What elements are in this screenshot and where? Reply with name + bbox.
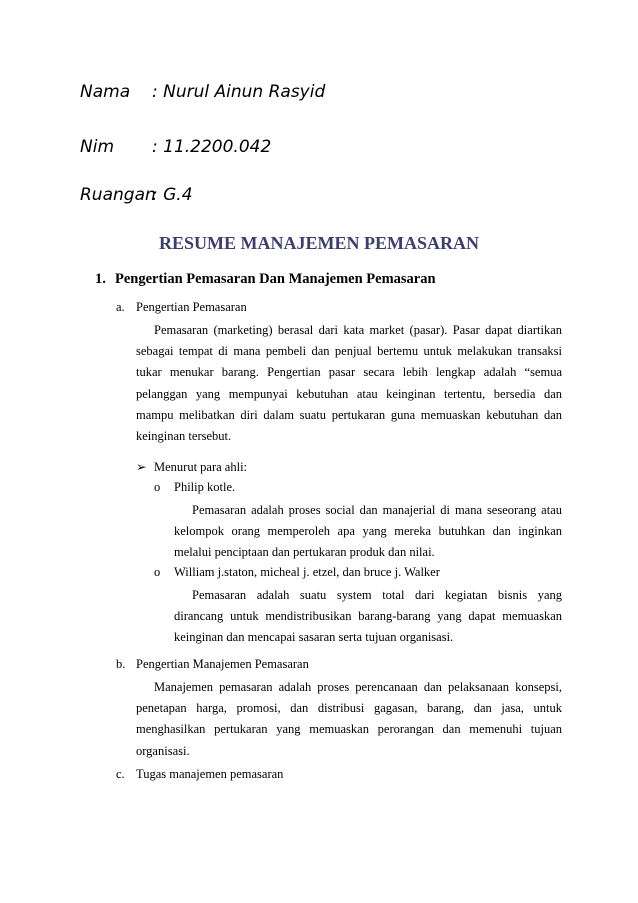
room-row	[80, 185, 193, 205]
document-title: RESUME MANAJEMEN PEMASARAN	[159, 233, 479, 253]
experts-bullet	[136, 459, 247, 475]
subsection-b-title: Pengertian Manajemen Pemasaran	[136, 657, 309, 671]
paragraph-line: keinginan tersebut.	[136, 429, 232, 444]
expert-item	[154, 565, 440, 580]
paragraph-line: menghasilkan pertukaran yang memuaskan perorangan dan memenuhi tujuan	[136, 722, 562, 737]
room-value: : G.4	[152, 185, 193, 205]
name-label: Nama	[80, 82, 131, 102]
experts-bullet-text: Menurut para ahli:	[154, 460, 248, 474]
section-number: 1.	[95, 271, 106, 287]
circle-bullet-icon: o	[154, 480, 161, 494]
paragraph-line: Pemasaran (marketing) berasal dari kata market (pasar). Pasar dapat diartikan	[154, 323, 562, 337]
subsection-b-heading	[116, 657, 309, 672]
paragraph-line: pelanggan yang mempunyai kebutuhan atau keinginan tertentu, bersedia dan	[136, 386, 562, 401]
paragraph-line: keinginan dan mencapai sasaran serta tujuan organisasi.	[174, 630, 454, 645]
paragraph-line: kelompok orang memperoleh apa yang mereka butuhkan dan inginkan	[174, 524, 562, 539]
room-label: Ruangan	[80, 185, 156, 205]
subsection-b-marker: b.	[116, 657, 126, 671]
paragraph-line: dirancang untuk mendistribusikan barang-barang yang dapat memuaskan	[174, 609, 562, 624]
paragraph-line: Manajemen pemasaran adalah proses perencanaan dan pelaksanaan konsepsi,	[154, 680, 562, 694]
name-row	[80, 82, 326, 102]
paragraph-line: organisasi.	[136, 743, 190, 758]
paragraph-line: mampu melibatkan diri dalam suatu pertukaran guna memuaskan kebutuhan dan	[136, 407, 562, 422]
arrow-bullet-icon: ➢	[136, 460, 147, 474]
expert-paragraph	[174, 500, 562, 564]
expert-paragraph	[174, 585, 562, 649]
nim-value: : 11.2200.042	[152, 137, 272, 157]
paragraph-line: sebagai tempat di mana pembeli dan penjual bertemu untuk melakukan transaksi	[136, 344, 562, 359]
subsection-c-heading	[116, 767, 283, 782]
subsection-a-marker: a.	[116, 300, 125, 314]
nim-row	[80, 137, 272, 157]
paragraph-line: penetapan harga, promosi, dan distribusi gagasan, barang, dan jasa, untuk	[136, 701, 562, 716]
expert-name: Philip kotle.	[174, 480, 236, 494]
section-heading	[95, 271, 436, 288]
subsection-b-paragraph	[136, 677, 562, 762]
subsection-a-paragraph	[136, 320, 562, 447]
subsection-a-title: Pengertian Pemasaran	[136, 300, 247, 314]
nim-label: Nim	[80, 137, 114, 157]
subsection-c-marker: c.	[116, 767, 125, 781]
paragraph-line: melalui penciptaan dan pertukaran produk dan nilai.	[174, 545, 435, 560]
section-heading-text: Pengertian Pemasaran Dan Manajemen Pemasaran	[115, 271, 436, 287]
expert-name: William j.staton, micheal j. etzel, dan bruce j. Walker	[174, 565, 440, 579]
expert-item	[154, 480, 235, 495]
subsection-a-heading	[116, 300, 247, 315]
name-value: : Nurul Ainun Rasyid	[152, 82, 326, 102]
paragraph-line: Pemasaran adalah proses social dan manajerial di mana seseorang atau	[192, 503, 562, 517]
subsection-c-title: Tugas manajemen pemasaran	[136, 767, 284, 781]
paragraph-line: tukar menukar barang. Pengertian pasar secara lebih lengkap adalah “semua	[136, 365, 562, 380]
paragraph-line: Pemasaran adalah suatu system total dari kegiatan bisnis yang	[192, 588, 562, 602]
circle-bullet-icon: o	[154, 565, 161, 579]
